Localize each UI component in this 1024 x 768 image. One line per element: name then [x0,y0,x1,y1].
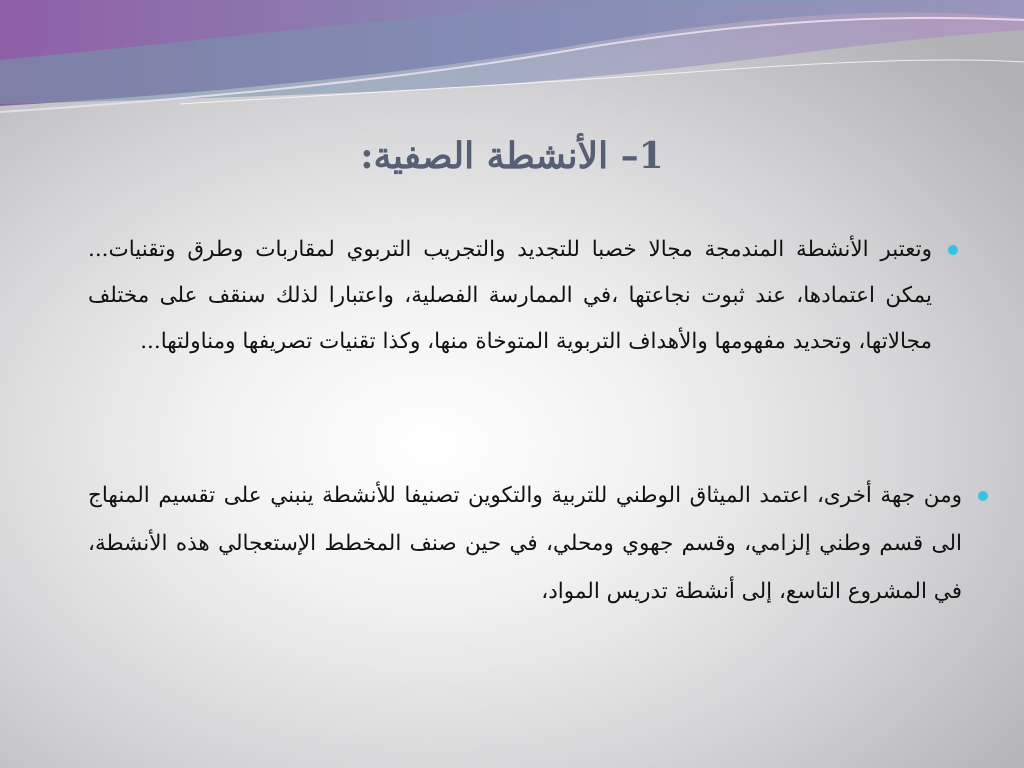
bullet-text: وتعتبر الأنشطة المندمجة مجالا خصبا للتجديد والتجريب التربوي لمقاربات وطرق وتقنيات... يمكن اعتمادها، عند ثبوت نجاعتها ،في الممارسة الفصلية، واعتبارا لذلك سنقف على مختلف مجالاتها، وتحديد مفهومها والأهداف التربوية المتوخاة منها، وكذا تقنيات تصريفها ومناولتها... [88,237,932,354]
bullet-item-1 [88,227,932,365]
decorative-top-waves [0,0,1024,130]
slide-title: 1– الأنشطة الصفية: [360,135,664,177]
bullet-item-2 [88,472,962,616]
bullet-text: ومن جهة أخرى، اعتمد الميثاق الوطني للتربية والتكوين تصنيفا للأنشطة ينبني على تقسيم المنهاج الى قسم وطني إلزامي، وقسم جهوي ومحلي، في حين صنف المخطط الإستعجالي هذه الأنشطة، في المشروع التاسع، إلى أنشطة تدريس المواد، [88,483,962,604]
bullet-dot-icon [978,491,988,501]
bullet-dot-icon [948,245,958,255]
